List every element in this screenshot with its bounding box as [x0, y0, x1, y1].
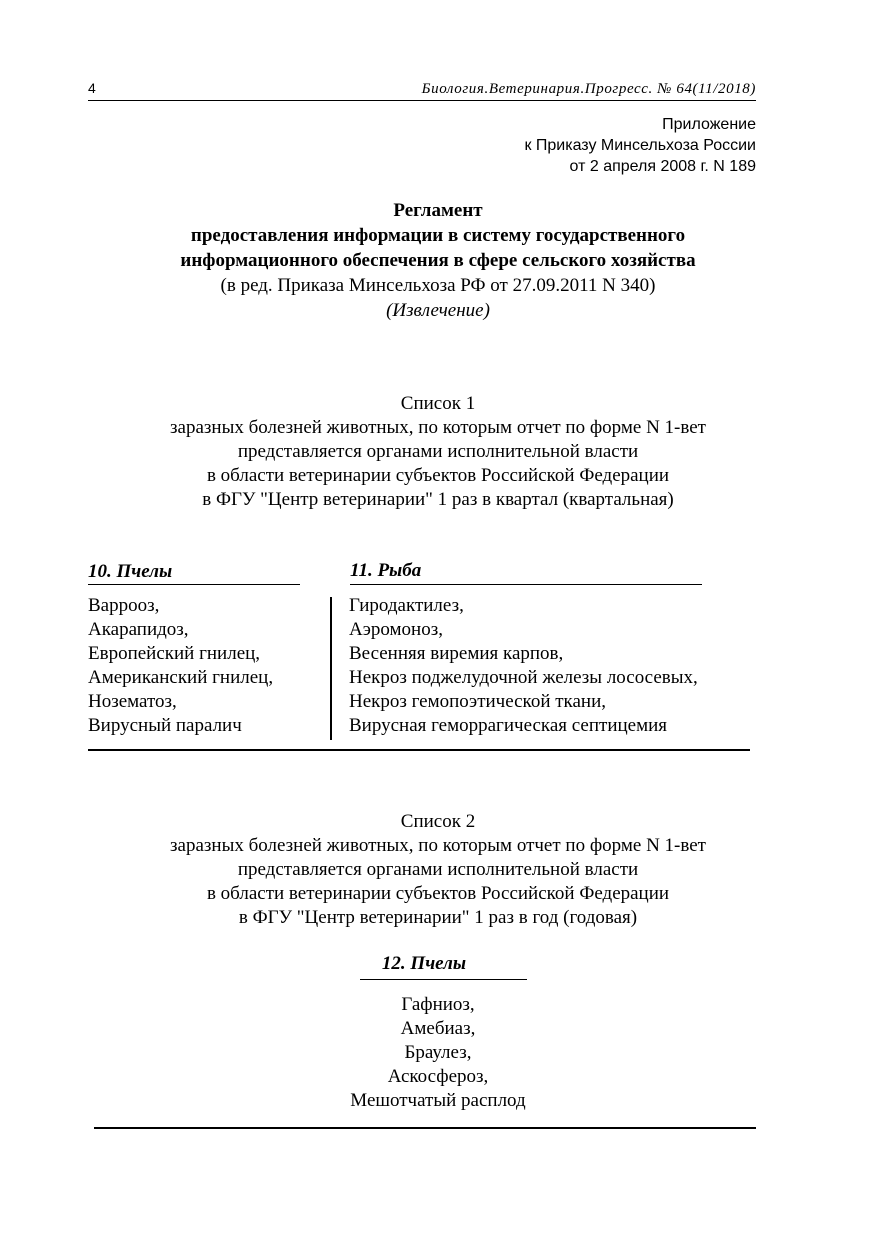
list-item: Аскосфероз, — [387, 1066, 489, 1087]
edition-note: (в ред. Приказа Минсельхоза РФ от 27.09.2011 N 340) — [220, 275, 656, 296]
column-divider — [330, 597, 332, 740]
list-item: Весенняя виремия карпов, — [349, 643, 564, 664]
bees-annual-section-heading: 12. Пчелы — [381, 953, 467, 974]
document-subtitle: информационного обеспечения в сфере сельского хозяйства — [180, 250, 696, 271]
document-title-block — [0, 198, 876, 323]
list-item: Нозематоз, — [88, 691, 177, 712]
excerpt-note: (Извлечение) — [386, 300, 490, 321]
bees-section-heading: 10. Пчелы — [88, 561, 173, 582]
appendix-line: от 2 апреля 2008 г. N 189 — [569, 158, 756, 175]
fish-disease-list — [349, 594, 698, 738]
list2-heading-block — [0, 810, 876, 930]
page-number: 4 — [88, 80, 96, 96]
list1-heading: Список 1 — [400, 393, 476, 414]
list1-description: в области ветеринарии субъектов Российской Федерации — [206, 465, 670, 486]
list1-heading-block — [0, 392, 876, 512]
list-item: Амебиаз, — [400, 1018, 476, 1039]
list2-heading: Список 2 — [400, 811, 476, 832]
bees-annual-heading-rule — [360, 979, 527, 980]
bees-heading-rule — [88, 584, 300, 585]
list1-description: представляется органами исполнительной власти — [237, 441, 639, 462]
appendix-line: Приложение — [662, 116, 756, 133]
list-item: Вирусный паралич — [88, 715, 242, 736]
bees-disease-list — [88, 594, 273, 738]
list-item: Мешотчатый расплод — [350, 1090, 526, 1111]
list1-bottom-rule — [88, 749, 750, 751]
document-heading: Регламент — [393, 200, 483, 221]
document-subtitle: предоставления информации в систему государственного — [190, 225, 686, 246]
list-item: Некроз гемопоэтической ткани, — [349, 691, 607, 712]
list2-description: в ФГУ "Центр ветеринарии" 1 раз в год (годовая) — [238, 907, 638, 928]
list-item: Гафниоз, — [401, 994, 475, 1015]
bees-annual-disease-list — [0, 993, 876, 1113]
list-item: Варрооз, — [88, 595, 160, 616]
list-item: Акарапидоз, — [88, 619, 189, 640]
list-item: Вирусная геморрагическая септицемия — [349, 715, 668, 736]
list2-description: в области ветеринарии субъектов Российской Федерации — [206, 883, 670, 904]
list2-bottom-rule — [94, 1127, 756, 1129]
fish-heading-rule — [350, 584, 702, 585]
list2-description: заразных болезней животных, по которым отчет по форме N 1-вет — [170, 835, 706, 856]
fish-section-heading: 11. Рыба — [350, 560, 422, 581]
appendix-line: к Приказу Минсельхоза России — [524, 137, 756, 154]
header-rule — [88, 100, 756, 101]
list-item: Браулез, — [404, 1042, 472, 1063]
list2-description: представляется органами исполнительной власти — [237, 859, 639, 880]
list1-description: в ФГУ "Центр ветеринарии" 1 раз в квартал (квартальная) — [202, 489, 674, 510]
list-item: Некроз поджелудочной железы лососевых, — [349, 667, 698, 688]
list-item: Гиродактилез, — [349, 595, 464, 616]
list-item: Американский гнилец, — [88, 667, 274, 688]
appendix-note — [524, 114, 756, 177]
journal-title: Биология.Ветеринария.Прогресс. № 64(11/2018) — [421, 81, 756, 97]
list-item: Аэромоноз, — [349, 619, 443, 640]
list-item: Европейский гнилец, — [88, 643, 261, 664]
list1-description: заразных болезней животных, по которым отчет по форме N 1-вет — [170, 417, 706, 438]
